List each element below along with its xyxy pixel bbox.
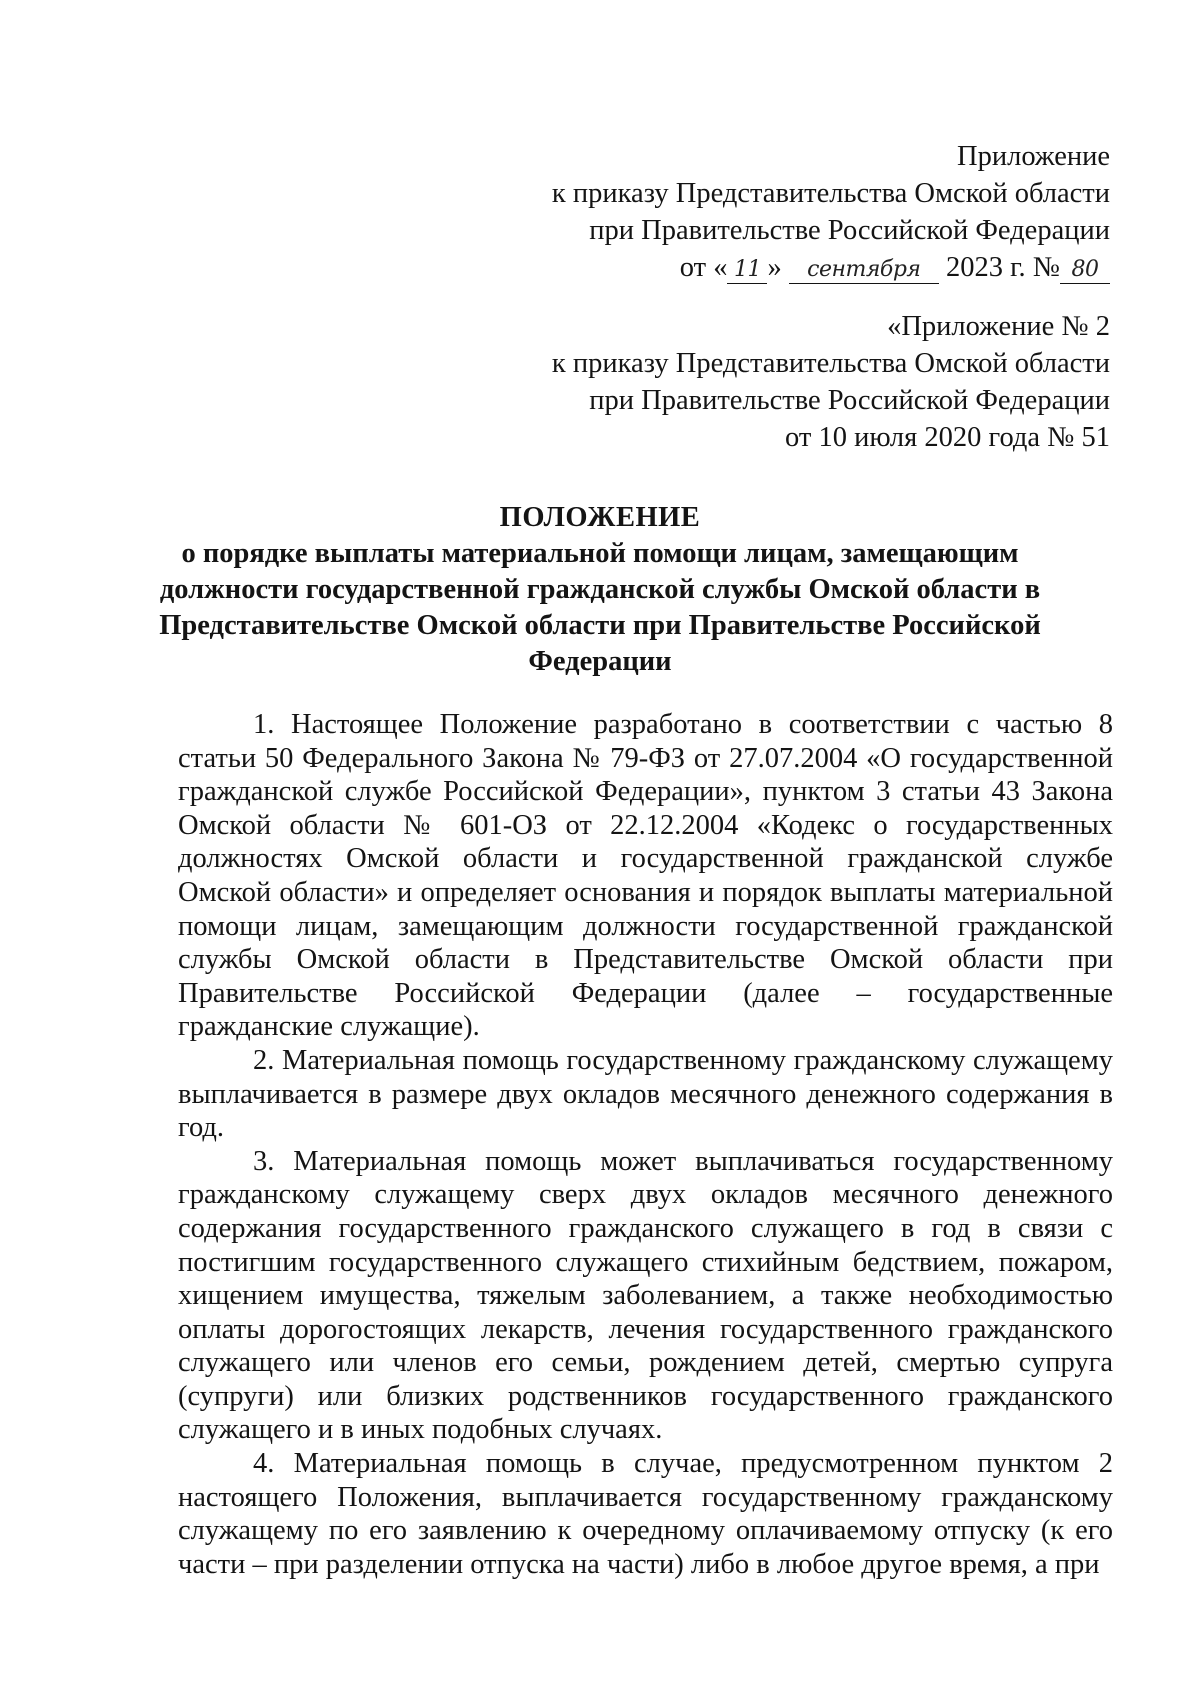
document-title bbox=[150, 500, 1050, 680]
appendix-title: Приложение bbox=[957, 141, 1110, 172]
date-month-field bbox=[789, 255, 939, 284]
appendix2-order-line: к приказу Представительства Омской области bbox=[551, 348, 1110, 379]
title-subtitle-line-3: Представительстве Омской области при Правительстве Российской bbox=[159, 610, 1041, 641]
date-day-handwritten: 11 bbox=[733, 257, 761, 282]
paragraph-1: 1. Настоящее Положение разработано в соответствии с частью 8 статьи 50 Федерального Закона № 79-ФЗ от 27.07.2004 «О государственной гражданской службе Российской Федерации», пунктом 3 статьи 43 Закона Омской области № 601-ОЗ от 22.12.2004 «Кодекс о государственных должностях Омской области и государственной гражданской службе Омской области» и определяет основания и порядок выплаты материальной помощи лицам, замещающим должности государственной гражданской службы Омской области в Представительстве Омской области при Правительстве Российской Федерации (далее – государственные гражданские служащие). bbox=[178, 709, 1113, 1043]
appendix-order-line: к приказу Представительства Омской области bbox=[551, 178, 1110, 209]
date-prefix: от « bbox=[679, 252, 728, 283]
date-year: 2023 г. № bbox=[945, 252, 1060, 283]
paragraph-3: 3. Материальная помощь может выплачиваться государственному гражданскому служащему сверх двух окладов месячного денежного содержания государственного гражданского служащего в год в связи с постигшим государственного служащего стихийным бедствием, пожаром, хищением имущества, тяжелым заболеванием, а также необходимостью оплаты дорогостоящих лекарств, лечения государственного гражданского служащего или членов его семьи, рождением детей, смертью супруга (супруги) или близких родственников государственного гражданского служащего и в иных подобных случаях. bbox=[178, 1145, 1113, 1446]
appendix-header bbox=[552, 138, 1110, 286]
order-number-field bbox=[1060, 255, 1110, 284]
title-subtitle-line-1: о порядке выплаты материальной помощи лицам, замещающим bbox=[181, 538, 1019, 569]
title-subtitle-line-2: должности государственной гражданской службы Омской области в bbox=[159, 574, 1041, 605]
title-subtitle-line-4: Федерации bbox=[528, 646, 672, 677]
paragraph-2: 2. Материальная помощь государственному гражданскому служащему выплачивается в размере двух окладов месячного денежного содержания в год. bbox=[178, 1044, 1113, 1144]
date-quote-close: » bbox=[767, 252, 782, 283]
appendix-date-line bbox=[552, 249, 1110, 286]
date-day-field bbox=[727, 255, 767, 284]
order-number-handwritten: 80 bbox=[1071, 257, 1099, 282]
document-body bbox=[178, 708, 1113, 1581]
appendix2-title: «Приложение № 2 bbox=[887, 311, 1110, 342]
appendix2-header bbox=[552, 308, 1110, 456]
paragraph-4: 4. Материальная помощь в случае, предусмотренном пунктом 2 настоящего Положения, выплачивается государственному гражданскому служащему по его заявлению к очередному оплачиваемому отпуску (к его части – при разделении отпуска на части) либо в любое другое время, а при bbox=[178, 1448, 1113, 1580]
appendix-government-line: при Правительстве Российской Федерации bbox=[589, 215, 1110, 246]
title-heading: ПОЛОЖЕНИЕ bbox=[499, 502, 701, 533]
appendix2-date-line: от 10 июля 2020 года № 51 bbox=[785, 422, 1110, 453]
appendix2-government-line: при Правительстве Российской Федерации bbox=[589, 385, 1110, 416]
date-month-handwritten: сентября bbox=[807, 257, 921, 282]
